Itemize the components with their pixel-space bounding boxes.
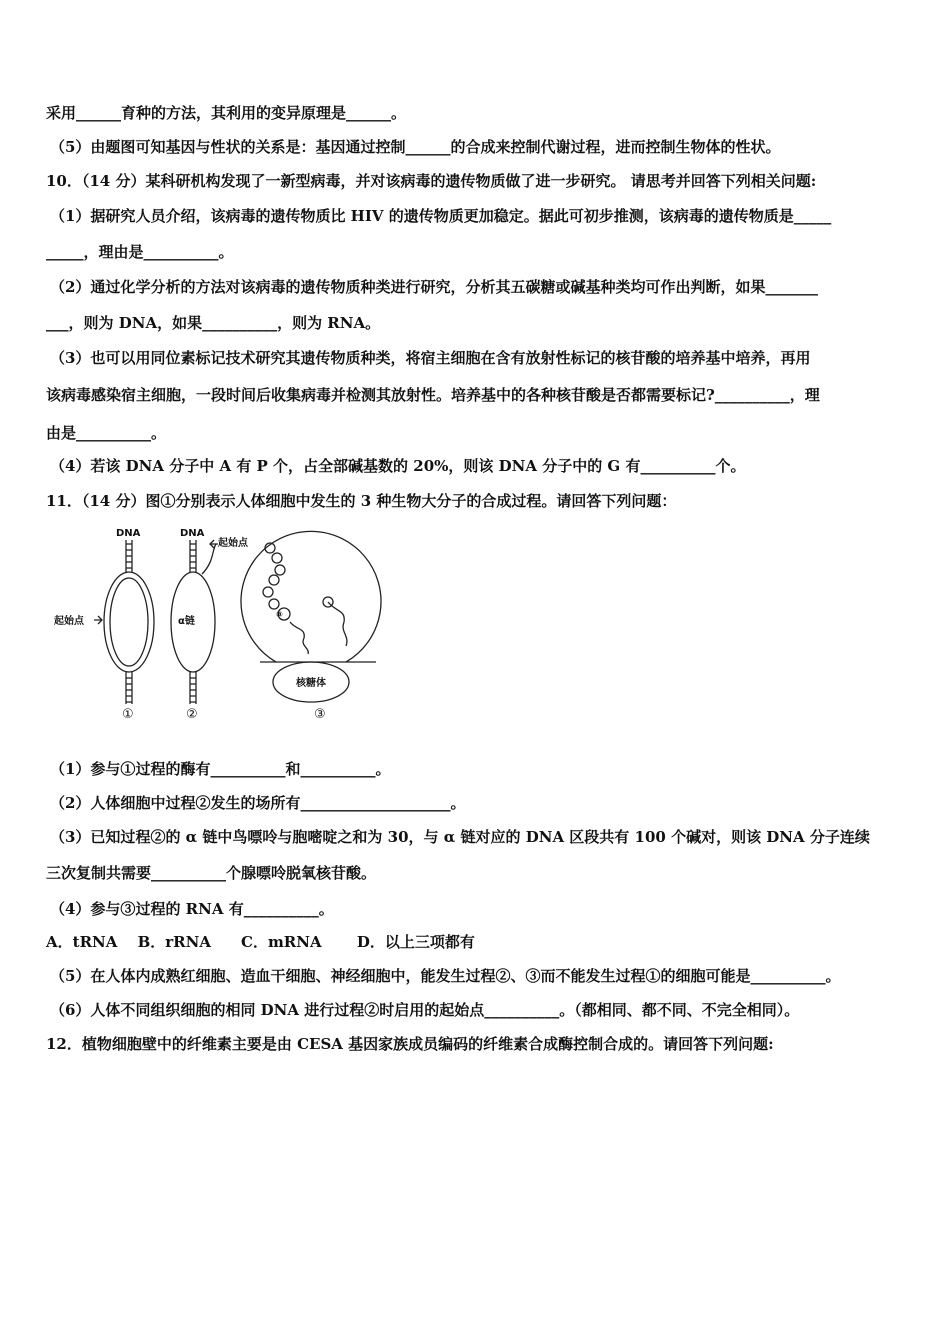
text-line: 三次复制共需要__________个腺嘌呤脱氧核苷酸。 <box>46 864 377 882</box>
question-11-title: 11．（14 分）图①分别表示人体细胞中发生的 3 种生物大分子的合成过程。请回答下列问题： <box>46 492 677 510</box>
text-line: （5）由题图可知基因与性状的关系是：基因通过控制______的合成来控制代谢过程，进而控制生物体的性状。 <box>50 138 781 156</box>
question-10-title: 10．（14 分）某科研机构发现了一新型病毒，并对该病毒的遗传物质做了进一步研究。 请思考并回答下列相关问题: <box>46 172 817 190</box>
alpha-chain-label: α链 <box>178 616 195 627</box>
text-line: （4）若该 DNA 分子中 A 有 P 个，占全部碱基数的 20%，则该 DNA 分子中的 G 有__________个。 <box>50 457 746 475</box>
figure-number: ② <box>186 707 198 722</box>
text-line: （3）也可以用同位素标记技术研究其遗传物质种类，将宿主细胞在含有放射性标记的核苷酸的培养基中培养，再用 <box>50 349 811 367</box>
text-line: _____，理由是__________。 <box>46 243 234 261</box>
text-line: 采用______育种的方法，其利用的变异原理是______。 <box>46 104 407 122</box>
text-line: 由是__________。 <box>46 424 167 442</box>
text-line: （4）参与③过程的 RNA 有__________。 <box>50 900 334 918</box>
dna-label: DNA <box>180 528 205 539</box>
figure-number: ① <box>122 707 134 722</box>
text-line: （2）通过化学分析的方法对该病毒的遗传物质种类进行研究，分析其五碳糖或碱基种类均可作出判断，如果_______ <box>50 278 818 296</box>
text-line: （5）在人体内成熟红细胞、造血干细胞、神经细胞中，能发生过程②、③而不能发生过程①的细胞可能是__________。 <box>50 967 841 985</box>
answer-options: A．tRNA B．rRNA C．mRNA D．以上三项都有 <box>46 933 475 951</box>
text-line: （6）人体不同组织细胞的相同 DNA 进行过程②时启用的起始点__________。（都相同、都不同、不完全相同）。 <box>50 1001 800 1019</box>
amino-acid-label: ⑧ <box>276 610 283 619</box>
text-line: ___，则为 DNA，如果__________，则为 RNA。 <box>46 314 381 332</box>
figure-number: ③ <box>314 707 326 722</box>
text-line: 该病毒感染宿主细胞，一段时间后收集病毒并检测其放射性。培养基中的各种核苷酸是否都需要标记?__________，理 <box>46 386 820 404</box>
text-line: （1）参与①过程的酶有__________和__________。 <box>50 760 391 778</box>
origin-label: 起始点 <box>218 538 248 549</box>
text-line: （2）人体细胞中过程②发生的场所有____________________。 <box>50 794 466 812</box>
origin-label: 起始点 <box>54 616 84 627</box>
dna-label: DNA <box>116 528 141 539</box>
synthesis-diagram <box>46 522 386 722</box>
question-12-title: 12．植物细胞壁中的纤维素主要是由 CESA 基因家族成员编码的纤维素合成酶控制合成的。请回答下列问题: <box>46 1035 774 1053</box>
text-line: （3）已知过程②的 α 链中鸟嘌呤与胞嘧啶之和为 30，与 α 链对应的 DNA 区段共有 100 个碱对，则该 DNA 分子连续 <box>50 828 870 846</box>
text-line: （1）据研究人员介绍，该病毒的遗传物质比 HIV 的遗传物质更加稳定。据此可初步推测，该病毒的遗传物质是_____ <box>50 207 832 225</box>
ribosome-label: 核糖体 <box>296 678 326 689</box>
